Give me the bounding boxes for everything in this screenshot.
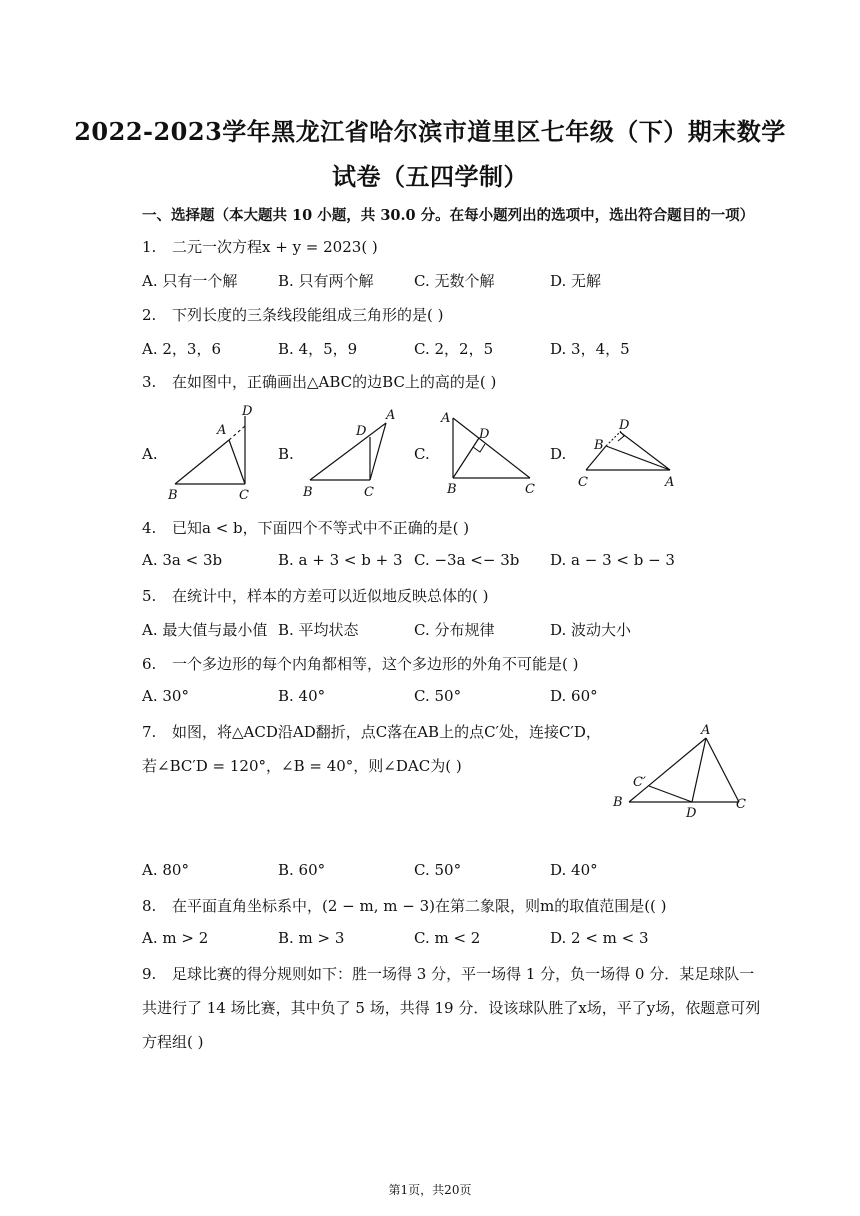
label-b: B (168, 488, 178, 502)
question-7-line-2: 若∠BC′D = 120°，∠B = 40°，则∠DAC为( ) (142, 757, 462, 775)
option-d: D. 3，4，5 (550, 340, 630, 358)
option-a: A. 30° (142, 687, 189, 705)
label-d: D (619, 418, 630, 433)
option-d: D. a − 3 < b − 3 (550, 551, 675, 569)
question-text: 已知a < b，下面四个不等式中不正确的是( ) (172, 519, 470, 537)
question-number: 8. (142, 897, 157, 915)
figure-q3-a (165, 402, 260, 502)
question-1 (142, 236, 378, 257)
question-number: 6. (142, 655, 157, 673)
question-number: 2. (142, 306, 157, 324)
option-d: D. 波动大小 (550, 621, 632, 639)
label-b: B (303, 485, 313, 500)
option-c: C. 分布规律 (414, 621, 495, 639)
option-c: C. (414, 445, 430, 463)
option-b: B. 只有两个解 (278, 272, 374, 290)
label-a: A (665, 475, 675, 490)
label-d: D (356, 424, 367, 439)
label-a: A (701, 723, 711, 738)
option-a: A. 80° (142, 861, 189, 879)
section-heading: 一、选择题（本大题共 10 小题，共 30.0 分。在每小题列出的选项中，选出符合题目的一项） (142, 207, 755, 224)
option-b: B. 60° (278, 861, 326, 879)
option-c: C. −3a <− 3b (414, 551, 520, 569)
option-c: C. 50° (414, 687, 462, 705)
option-a: A. 最大值与最小值 (142, 621, 268, 639)
question-number: 3. (142, 373, 157, 391)
label-c: C (525, 482, 535, 497)
label-a: A (217, 423, 227, 438)
question-4 (142, 517, 469, 538)
option-b: B. m > 3 (278, 929, 345, 947)
question-8 (142, 895, 667, 916)
question-text: 足球比赛的得分规则如下：胜一场得 3 分，平一场得 1 分，负一场得 0 分．某足球队一 (172, 965, 755, 983)
label-b: B (594, 438, 604, 453)
question-7 (142, 721, 601, 742)
label-a: A (386, 408, 396, 423)
label-d: D (242, 404, 253, 419)
label-c: C (736, 797, 746, 812)
question-9-line-2: 共进行了 14 场比赛，其中负了 5 场，共得 19 分．设该球队胜了x场，平了y场，依题意可列 (142, 999, 761, 1017)
question-number: 1. (142, 238, 157, 256)
option-b: B. 40° (278, 687, 326, 705)
question-text: 下列长度的三条线段能组成三角形的是( ) (172, 306, 444, 324)
label-d: D (686, 806, 697, 821)
label-c: C (239, 488, 249, 502)
option-c: C. m < 2 (414, 929, 481, 947)
option-a: A. 2，3，6 (142, 340, 221, 358)
question-text: 二元一次方程x + y = 2023( ) (172, 238, 378, 256)
label-b: B (447, 482, 457, 497)
option-c: C. 2，2，5 (414, 340, 494, 358)
question-number: 4. (142, 519, 157, 537)
option-d: D. (550, 445, 567, 463)
label-d: D (479, 427, 490, 442)
figure-q3-b (298, 405, 403, 500)
option-b: B. a + 3 < b + 3 (278, 551, 403, 569)
question-9 (142, 963, 754, 984)
option-b: B. (278, 445, 294, 463)
question-number: 9. (142, 965, 157, 983)
label-a: A (441, 411, 451, 426)
option-d: D. 2 < m < 3 (550, 929, 649, 947)
question-number: 7. (142, 723, 157, 741)
question-text: 一个多边形的每个内角都相等，这个多边形的外角不可能是( ) (172, 655, 579, 673)
option-a: A. (142, 445, 158, 463)
question-text: 在平面直角坐标系中，(2 − m, m − 3)在第二象限，则m的取值范围是(( ) (172, 897, 667, 915)
question-text: 在如图中，正确画出△ABC的边BC上的高的是( ) (172, 373, 497, 391)
question-3 (142, 371, 496, 392)
figure-q3-c (435, 404, 545, 499)
option-d: D. 40° (550, 861, 598, 879)
question-6 (142, 653, 578, 674)
figure-q3-d (572, 412, 687, 492)
page-footer: 第1页，共20页 (388, 1183, 472, 1197)
option-c: C. 无数个解 (414, 272, 495, 290)
question-5 (142, 585, 488, 606)
option-c: C. 50° (414, 861, 462, 879)
question-9-line-3: 方程组( ) (142, 1033, 204, 1051)
option-a: A. 只有一个解 (142, 272, 238, 290)
figure-q7 (605, 720, 755, 825)
option-d: D. 60° (550, 687, 598, 705)
question-text: 如图，将△ACD沿AD翻折，点C落在AB上的点C′处，连接C′D， (172, 723, 601, 741)
title-line-1: 2022-2023学年黑龙江省哈尔滨市道里区七年级（下）期末数学 (74, 117, 786, 146)
option-b: B. 4，5，9 (278, 340, 358, 358)
label-c: C (578, 475, 588, 490)
option-a: A. m > 2 (142, 929, 209, 947)
label-b: B (613, 795, 623, 810)
label-c-prime: C′ (633, 775, 646, 790)
option-a: A. 3a < 3b (142, 551, 223, 569)
option-b: B. 平均状态 (278, 621, 359, 639)
question-2 (142, 304, 443, 325)
option-d: D. 无解 (550, 272, 602, 290)
question-number: 5. (142, 587, 157, 605)
question-text: 在统计中，样本的方差可以近似地反映总体的( ) (172, 587, 489, 605)
label-c: C (364, 485, 374, 500)
title-line-2: 试卷（五四学制） (332, 162, 528, 191)
